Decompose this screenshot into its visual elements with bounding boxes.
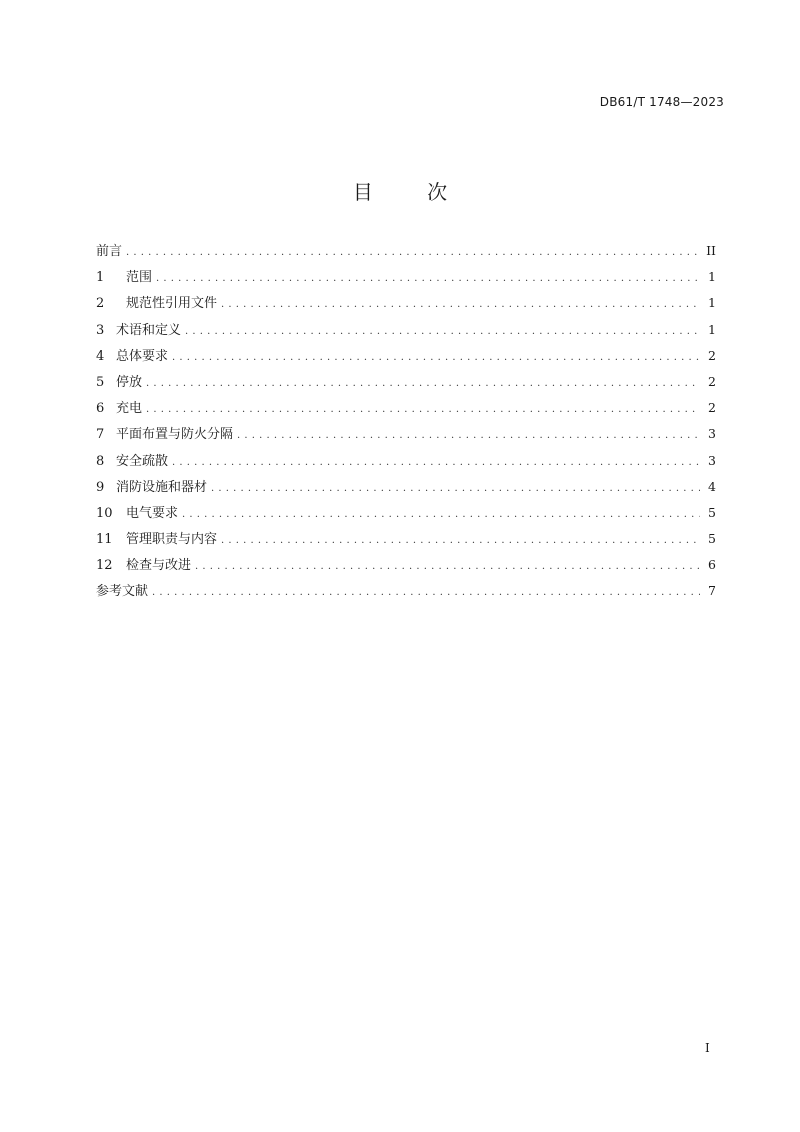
toc-leader-dots — [172, 450, 700, 476]
toc-entry-number: 2 — [96, 296, 105, 312]
toc-entry-number: 6 — [96, 401, 105, 417]
toc-leader-dots — [172, 345, 700, 371]
page-number: I — [705, 1041, 710, 1055]
toc-entry-page: 1 — [708, 269, 716, 285]
toc-entry-8[interactable] — [96, 448, 716, 474]
toc-entry-page: 6 — [708, 557, 716, 573]
toc-entry-number: 8 — [96, 453, 105, 469]
toc-entry-3[interactable] — [96, 317, 716, 343]
toc-entry-page: 3 — [708, 452, 716, 468]
toc-entry-number: 5 — [96, 374, 105, 390]
toc-entry-references[interactable] — [96, 578, 716, 604]
toc-entry-label: 参考文献 — [96, 584, 149, 600]
toc-entry-page: II — [706, 243, 716, 258]
toc-entry-12[interactable] — [96, 552, 716, 578]
toc-entry-page: 5 — [708, 531, 716, 547]
toc-entry-number: 12 — [96, 558, 113, 574]
toc-entry-label: 电气要求 — [126, 505, 179, 521]
toc-entry-number: 10 — [96, 505, 113, 521]
toc-entry-9[interactable] — [96, 474, 716, 500]
toc-entry-page: 2 — [708, 347, 716, 363]
toc-entry-number: 9 — [96, 479, 105, 495]
toc-entry-page: 7 — [708, 583, 716, 599]
toc-entry-number: 4 — [96, 348, 105, 364]
toc-leader-dots — [185, 319, 700, 345]
toc-entry-page: 4 — [708, 478, 716, 494]
toc-entry-10[interactable] — [96, 500, 716, 526]
toc-entry-6[interactable] — [96, 395, 716, 421]
toc-leader-dots — [221, 292, 700, 318]
toc-entry-page: 1 — [708, 295, 716, 311]
toc-entry-foreword[interactable] — [96, 238, 716, 264]
toc-entry-number: 1 — [96, 270, 105, 286]
toc-leader-dots — [221, 528, 700, 554]
toc-entry-page: 2 — [708, 400, 716, 416]
toc-leader-dots — [152, 580, 700, 606]
toc-entry-number: 11 — [96, 532, 113, 548]
toc-entry-label: 规范性引用文件 — [126, 296, 218, 312]
toc-entry-page: 3 — [708, 426, 716, 442]
toc-entry-7[interactable] — [96, 421, 716, 447]
toc-leader-dots — [146, 371, 700, 397]
toc-entry-label: 平面布置与防火分隔 — [116, 427, 234, 443]
toc-leader-dots — [182, 502, 700, 528]
document-code: DB61/T 1748—2023 — [599, 95, 724, 109]
toc-entry-label: 停放 — [116, 374, 143, 390]
toc-leader-dots — [126, 240, 700, 266]
toc-leader-dots — [195, 554, 700, 580]
toc-entry-label: 消防设施和器材 — [116, 479, 208, 495]
toc-entry-label: 前言 — [96, 244, 123, 259]
table-of-contents — [96, 238, 716, 605]
toc-entry-2[interactable] — [96, 290, 716, 316]
toc-entry-page: 5 — [708, 504, 716, 520]
toc-entry-11[interactable] — [96, 526, 716, 552]
toc-leader-dots — [146, 397, 700, 423]
page-title: 目 次 — [352, 180, 472, 204]
toc-entry-5[interactable] — [96, 369, 716, 395]
toc-entry-label: 检查与改进 — [126, 558, 192, 574]
toc-entry-label: 充电 — [116, 401, 143, 417]
toc-entry-label: 总体要求 — [116, 348, 169, 364]
toc-entry-label: 术语和定义 — [116, 322, 182, 338]
toc-leader-dots — [211, 476, 700, 502]
toc-entry-4[interactable] — [96, 343, 716, 369]
toc-entry-number: 7 — [96, 427, 105, 443]
toc-entry-label: 安全疏散 — [116, 453, 169, 469]
toc-entry-page: 1 — [708, 321, 716, 337]
toc-leader-dots — [156, 266, 700, 292]
toc-entry-number: 3 — [96, 322, 105, 338]
toc-entry-1[interactable] — [96, 264, 716, 290]
toc-entry-page: 2 — [708, 373, 716, 389]
toc-leader-dots — [237, 423, 700, 449]
toc-entry-label: 范围 — [126, 270, 153, 286]
toc-entry-label: 管理职责与内容 — [126, 532, 218, 548]
